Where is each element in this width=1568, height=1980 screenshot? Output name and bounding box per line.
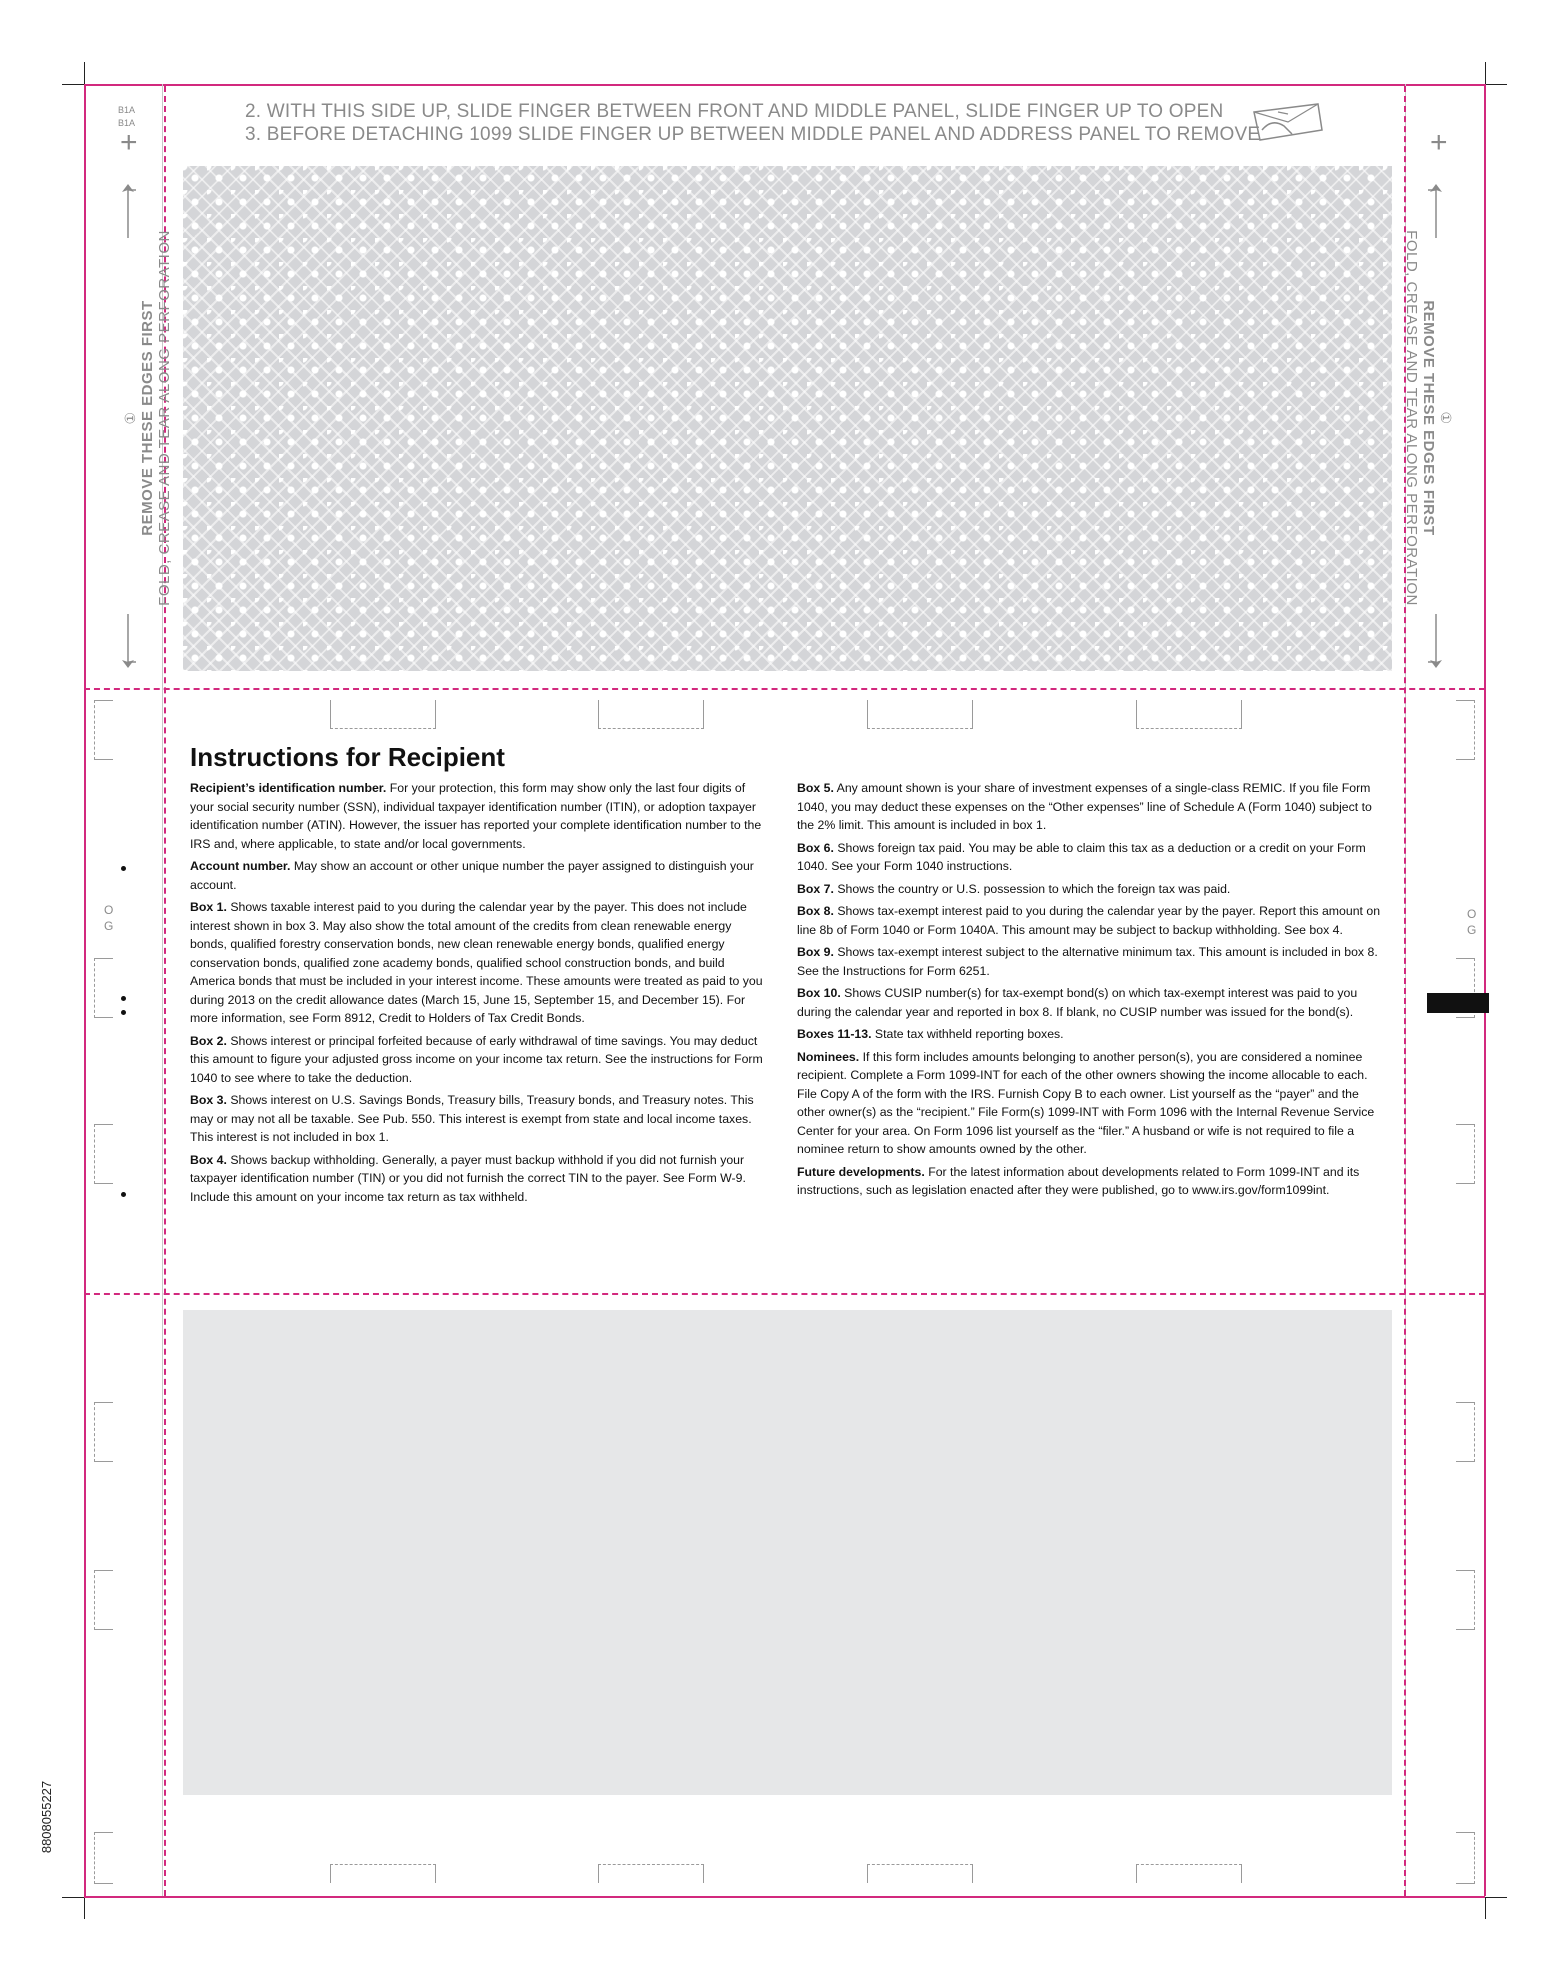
remove-edges-step-1: ① <box>1438 411 1454 425</box>
tab-cutout <box>1136 700 1242 729</box>
instruction-heading: Nominees. <box>797 1049 860 1064</box>
crop-mark <box>1485 1897 1486 1919</box>
tab-cutout <box>867 1864 973 1883</box>
instruction-heading: Box 9. <box>797 945 834 959</box>
instruction-paragraph <box>797 943 1381 980</box>
registration-dot <box>121 1010 126 1015</box>
registration-dot <box>121 996 126 1001</box>
og-marker-g: G <box>1467 923 1477 937</box>
trim-line-left <box>84 84 86 1896</box>
instruction-paragraph <box>797 902 1381 939</box>
instruction-heading: Box 6. <box>797 840 834 855</box>
arrow-down-icon <box>116 612 140 672</box>
side-bracket <box>94 1124 113 1184</box>
og-marker-left <box>104 902 113 934</box>
instruction-text: Shows interest or principal forfeited because of early withdrawal of time savings. You may deduct this amount to figure your adjusted gross income on your income tax return. See the instructions for Form 1040 to see where to take the deduction. <box>190 1033 763 1085</box>
instruction-text: Shows interest on U.S. Savings Bonds, Treasury bills, Treasury bonds, and Treasury notes. This may or may not all be taxable. See Pub. 550. This interest is exempt from state and local income taxes. This interest is not included in box 1. <box>190 1093 754 1144</box>
b1a-code-top: B1A <box>118 105 136 115</box>
black-timing-mark <box>1427 993 1489 1013</box>
instruction-text: Shows foreign tax paid. You may be able to claim this tax as a deduction or a credit on your Form 1040. See your Form 1040 instructions. <box>797 840 1366 873</box>
envelope-open-icon <box>1248 100 1326 144</box>
instruction-heading: Box 2. <box>190 1033 227 1048</box>
tab-cutout <box>598 1864 704 1883</box>
form-code: 8808055227 <box>39 1780 54 1854</box>
instruction-text: Shows tax-exempt interest subject to the alternative minimum tax. This amount is included in box 8. See the Instructions for Form 6251. <box>797 945 1378 978</box>
instruction-paragraph <box>190 779 771 853</box>
crop-mark <box>1485 1897 1507 1898</box>
arrow-down-icon <box>1424 612 1448 672</box>
side-bracket <box>94 1402 113 1462</box>
instruction-paragraph <box>797 1163 1381 1200</box>
side-bracket <box>1456 1570 1475 1630</box>
right-edge-instructions <box>1403 228 1454 608</box>
side-bracket <box>1456 1402 1475 1462</box>
security-pattern-panel <box>183 166 1392 671</box>
og-marker-right <box>1467 906 1476 938</box>
instruction-text: For your protection, this form may show only the last four digits of your social security number (SSN), individual taxpayer identification number (ITIN), or adoption taxpayer identification number (ATIN). However, the issuer has reported your complete identification number to the IRS and, where applicable, to state and/or local governments. <box>190 781 762 851</box>
instruction-paragraph <box>797 779 1381 835</box>
instruction-paragraph <box>797 839 1381 876</box>
trim-line-top <box>84 84 1485 86</box>
opening-instruction-step-2: 2. WITH THIS SIDE UP, SLIDE FINGER BETWEEN FRONT AND MIDDLE PANEL, SLIDE FINGER UP TO OPEN <box>245 101 1224 122</box>
tab-cutout <box>1136 1864 1242 1883</box>
instruction-text: Shows tax-exempt interest paid to you during the calendar year by the payer. Report this amount on line 8b of Form 1040 or Form 1040A. This amount may be subject to backup withholding. See box 4. <box>797 904 1381 937</box>
instructions-right-column <box>797 779 1381 1204</box>
tab-cutout <box>598 700 704 729</box>
instruction-text: If this form includes amounts belonging to another person(s), you are considered a nominee recipient. Complete a Form 1099-INT for each of the other owners showing the income allocable to each. File Copy A of the form with the IRS. Furnish Copy B to each owner. List yourself as the “payer” and the other owner(s) as the “recipient.” File Form(s) 1099-INT with Form 1096 with the Internal Revenue Service Center for your area. On Form 1096 list yourself as the “filer.” A husband or wife is not required to file a nominee return to show amounts owned by the other. <box>797 1049 1375 1156</box>
side-bracket <box>94 1832 113 1884</box>
side-bracket <box>1456 1124 1475 1184</box>
instruction-text: Shows CUSIP number(s) for tax-exempt bond(s) on which tax-exempt interest was paid to you during the calendar year and reported in box 8. If blank, no CUSIP number was issued for the bond(s). <box>797 986 1358 1019</box>
instruction-paragraph <box>190 898 771 1028</box>
left-edge-instructions <box>122 228 173 608</box>
instruction-heading: Box 3. <box>190 1093 227 1107</box>
registration-plus-icon: + <box>1430 126 1448 159</box>
crop-mark <box>62 84 84 85</box>
perforation-fold-2 <box>84 1293 1485 1295</box>
og-marker-o: O <box>104 903 114 917</box>
instruction-heading: Box 10. <box>797 986 841 1000</box>
instruction-text: For the latest information about developments related to Form 1099-INT and its instructions, such as legislation enacted after they were published, go to www.irs.gov/form1099int. <box>797 1164 1360 1197</box>
address-panel <box>183 1310 1392 1795</box>
remove-edges-first-label: REMOVE THESE EDGES FIRST <box>139 300 156 536</box>
instruction-paragraph <box>190 1151 771 1207</box>
instruction-paragraph <box>190 1091 771 1147</box>
og-marker-g: G <box>104 919 114 933</box>
instruction-text: Any amount shown is your share of investment expenses of a single-class REMIC. If you file Form 1040, you may deduct these expenses on the “Other expenses” line of Schedule A (Form 1040) subject to the 2% limit. This amount is included in box 1. <box>797 781 1372 832</box>
perforation-fold-1 <box>84 688 1485 690</box>
tab-cutout <box>867 700 973 729</box>
b1a-code-bottom: B1A <box>118 118 136 128</box>
instructions-left-column <box>190 779 771 1210</box>
instruction-heading: Future developments. <box>797 1164 925 1179</box>
registration-dot <box>121 866 126 871</box>
side-bracket <box>94 700 113 760</box>
instruction-heading: Boxes 11-13. <box>797 1027 872 1041</box>
instruction-heading: Box 1. <box>190 900 227 914</box>
fold-crease-tear-label: FOLD, CREASE AND TEAR ALONG PERFORATION <box>156 230 173 606</box>
instruction-text: Shows taxable interest paid to you during the calendar year by the payer. This does not include interest shown in box 3. May also show the total amount of the credits from clean renewable energy bonds, qualified forestry conservation bonds, new clean renewable energy bonds, qualified energy conservation bonds, qualified zone academy bonds, qualified school construction bonds, and build America bonds that must be included in your interest income. These amounts were treated as paid to you during 2013 on the credit allowance dates (March 15, June 15, September 15, and December 15). For more information, see Form 8912, Credit to Holders of Tax Credit Bonds. <box>190 900 763 1025</box>
opening-instruction-step-3: 3. BEFORE DETACHING 1099 SLIDE FINGER UP BETWEEN MIDDLE PANEL AND ADDRESS PANEL TO REMOVE <box>245 124 1261 145</box>
instruction-heading: Box 5. <box>797 781 834 795</box>
instruction-paragraph <box>190 1032 771 1088</box>
instruction-heading: Recipient’s identification number. <box>190 781 387 795</box>
tab-cutout <box>330 700 436 729</box>
remove-edges-step-1: ① <box>122 411 138 425</box>
tab-cutout <box>330 1864 436 1883</box>
instruction-text: May show an account or other unique number the payer assigned to distinguish your account. <box>190 859 754 892</box>
trim-line-right <box>1484 84 1486 1896</box>
instruction-heading: Account number. <box>190 859 291 873</box>
remove-edges-first-label: REMOVE THESE EDGES FIRST <box>1420 300 1437 536</box>
instruction-text: Shows the country or U.S. possession to which the foreign tax was paid. <box>833 881 1231 896</box>
crop-mark <box>84 62 85 84</box>
instruction-heading: Box 8. <box>797 904 834 918</box>
fold-crease-tear-label: FOLD, CREASE AND TEAR ALONG PERFORATION <box>1403 230 1420 606</box>
registration-plus-icon: + <box>120 126 138 159</box>
instruction-paragraph <box>797 1025 1381 1044</box>
og-marker-o: O <box>1467 907 1477 921</box>
side-bracket <box>1456 700 1475 760</box>
instruction-paragraph <box>797 984 1381 1021</box>
side-bracket <box>94 1570 113 1630</box>
side-bracket <box>1456 1832 1475 1884</box>
instruction-paragraph <box>797 1048 1381 1159</box>
instruction-heading: Box 7. <box>797 881 834 896</box>
instruction-paragraph <box>190 857 771 894</box>
instructions-title: Instructions for Recipient <box>190 742 505 772</box>
instruction-text: State tax withheld reporting boxes. <box>871 1027 1064 1041</box>
side-bracket <box>94 958 113 1018</box>
crop-mark <box>62 1897 84 1898</box>
instruction-paragraph <box>797 880 1381 899</box>
crop-mark <box>1485 84 1507 85</box>
crop-mark <box>84 1897 85 1919</box>
registration-dot <box>121 1192 126 1197</box>
instruction-text: Shows backup withholding. Generally, a payer must backup withhold if you did not furnish your taxpayer identification number (TIN) or you did not furnish the correct TIN to the payer. See Form W-9. Include this amount on your income tax return as tax withheld. <box>190 1152 746 1204</box>
trim-line-bottom <box>84 1896 1485 1898</box>
crop-mark <box>1485 62 1486 84</box>
instruction-heading: Box 4. <box>190 1152 227 1167</box>
